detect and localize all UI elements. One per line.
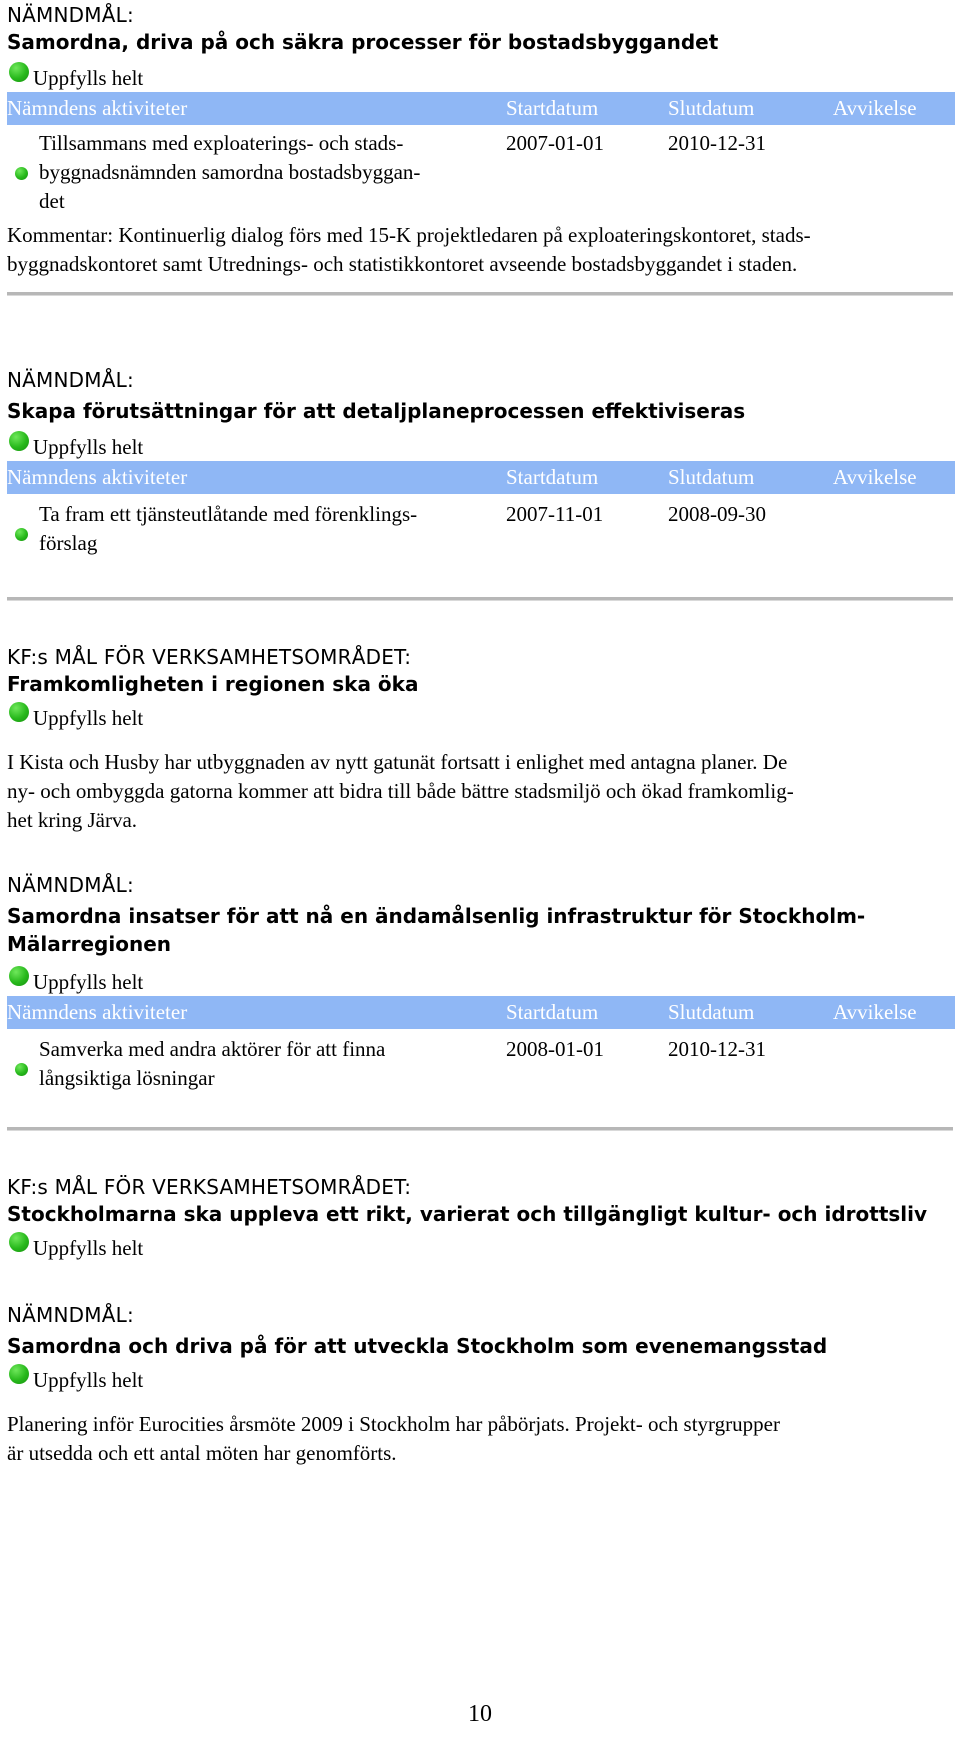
status-text: Uppfylls helt xyxy=(33,1236,144,1260)
status-row xyxy=(7,429,955,461)
activity-text xyxy=(39,129,479,216)
activity-bullet-icon xyxy=(15,1063,28,1076)
comment-text xyxy=(7,221,955,279)
activity-text xyxy=(39,1035,479,1093)
goal-title: Samordna, driva på och säkra processer för bostadsbyggandet xyxy=(7,30,719,54)
section-divider xyxy=(7,1127,953,1131)
goal-label: KF:s MÅL FÖR VERKSAMHETSOMRÅDET: xyxy=(7,645,412,669)
goal-section-4 xyxy=(7,872,955,1099)
activity-table-header xyxy=(7,996,955,1029)
goal-label: NÄMNDMÅL: xyxy=(7,873,134,897)
col-start-date: Startdatum xyxy=(506,96,599,120)
col-deviation: Avvikelse xyxy=(833,1000,917,1024)
status-green-icon xyxy=(9,702,29,722)
status-row xyxy=(7,964,955,996)
col-deviation: Avvikelse xyxy=(833,465,917,489)
col-start-date: Startdatum xyxy=(506,1000,599,1024)
activity-text xyxy=(39,500,479,558)
goal-section-1 xyxy=(7,2,955,279)
goal-title-line: Samordna insatser för att nå en ändamålsenlig infrastruktur för Stockholm- xyxy=(7,904,866,928)
activity-bullet-icon xyxy=(15,167,28,180)
body-line: I Kista och Husby har utbyggnaden av nytt gatunät fortsatt i enlighet med antagna planer. De xyxy=(7,750,788,774)
activity-start-date: 2008-01-01 xyxy=(506,1037,604,1061)
activity-line: förslag xyxy=(39,531,98,555)
body-line: het kring Järva. xyxy=(7,808,138,832)
status-row xyxy=(7,700,955,732)
status-text: Uppfylls helt xyxy=(33,706,144,730)
goal-section-6 xyxy=(7,1302,955,1468)
status-text: Uppfylls helt xyxy=(33,435,144,459)
section-divider xyxy=(7,597,953,601)
col-activities: Nämndens aktiviteter xyxy=(7,96,188,120)
status-text: Uppfylls helt xyxy=(33,66,144,90)
activity-line: det xyxy=(39,189,65,213)
goal-section-3 xyxy=(7,644,955,835)
activity-line: Tillsammans med exploaterings- och stads- xyxy=(39,131,404,155)
body-line: ny- och ombyggda gatorna kommer att bidra till både bättre stadsmiljö och ökad framkomlig- xyxy=(7,779,794,803)
activity-line: Ta fram ett tjänsteutlåtande med förenklings- xyxy=(39,502,418,526)
activity-end-date: 2010-12-31 xyxy=(668,1037,766,1061)
status-green-icon xyxy=(9,1232,29,1252)
activity-line: Samverka med andra aktörer för att finna xyxy=(39,1037,386,1061)
status-green-icon xyxy=(9,966,29,986)
activity-row xyxy=(7,1035,955,1099)
activity-table-header xyxy=(7,461,955,494)
page-number: 10 xyxy=(468,1701,492,1727)
activity-end-date: 2008-09-30 xyxy=(668,502,766,526)
col-deviation: Avvikelse xyxy=(833,96,917,120)
activity-bullet-icon xyxy=(15,528,28,541)
activity-line: långsiktiga lösningar xyxy=(39,1066,215,1090)
body-text xyxy=(7,1410,955,1468)
activity-row xyxy=(7,129,955,221)
goal-section-2 xyxy=(7,367,955,564)
goal-label: KF:s MÅL FÖR VERKSAMHETSOMRÅDET: xyxy=(7,1175,412,1199)
goal-title: Stockholmarna ska uppleva ett rikt, varierat och tillgängligt kultur- och idrottsliv xyxy=(7,1202,928,1226)
col-end-date: Slutdatum xyxy=(668,465,755,489)
status-text: Uppfylls helt xyxy=(33,1368,144,1392)
col-end-date: Slutdatum xyxy=(668,96,755,120)
status-green-icon xyxy=(9,62,29,82)
col-start-date: Startdatum xyxy=(506,465,599,489)
goal-label: NÄMNDMÅL: xyxy=(7,368,134,392)
activity-end-date: 2010-12-31 xyxy=(668,131,766,155)
status-green-icon xyxy=(9,431,29,451)
col-end-date: Slutdatum xyxy=(668,1000,755,1024)
goal-title: Skapa förutsättningar för att detaljplaneprocessen effektiviseras xyxy=(7,399,746,423)
col-activities: Nämndens aktiviteter xyxy=(7,1000,188,1024)
comment-line: Kommentar: Kontinuerlig dialog förs med 15-K projektledaren på exploateringskontoret, stads- xyxy=(7,223,811,247)
status-green-icon xyxy=(9,1364,29,1384)
status-row xyxy=(7,1230,955,1262)
goal-label: NÄMNDMÅL: xyxy=(7,3,134,27)
col-activities: Nämndens aktiviteter xyxy=(7,465,188,489)
activity-row xyxy=(7,500,955,564)
activity-start-date: 2007-01-01 xyxy=(506,131,604,155)
body-line: Planering inför Eurocities årsmöte 2009 i Stockholm har påbörjats. Projekt- och styrgrupper xyxy=(7,1412,780,1436)
status-text: Uppfylls helt xyxy=(33,970,144,994)
comment-line: byggnadskontoret samt Utrednings- och statistikkontoret avseende bostadsbyggandet i staden. xyxy=(7,252,798,276)
status-row xyxy=(7,60,955,92)
goal-section-5 xyxy=(7,1174,955,1262)
activity-start-date: 2007-11-01 xyxy=(506,502,604,526)
status-row xyxy=(7,1362,955,1394)
goal-label: NÄMNDMÅL: xyxy=(7,1303,134,1327)
activity-table-header xyxy=(7,92,955,125)
goal-title: Samordna och driva på för att utveckla Stockholm som evenemangsstad xyxy=(7,1334,828,1358)
body-line: är utsedda och ett antal möten har genomförts. xyxy=(7,1441,397,1465)
body-text xyxy=(7,748,955,835)
goal-title: Framkomligheten i regionen ska öka xyxy=(7,672,419,696)
goal-title-line: Mälarregionen xyxy=(7,932,171,956)
section-divider xyxy=(7,292,953,296)
goal-title xyxy=(7,902,955,958)
activity-line: byggnadsnämnden samordna bostadsbyggan- xyxy=(39,160,421,184)
